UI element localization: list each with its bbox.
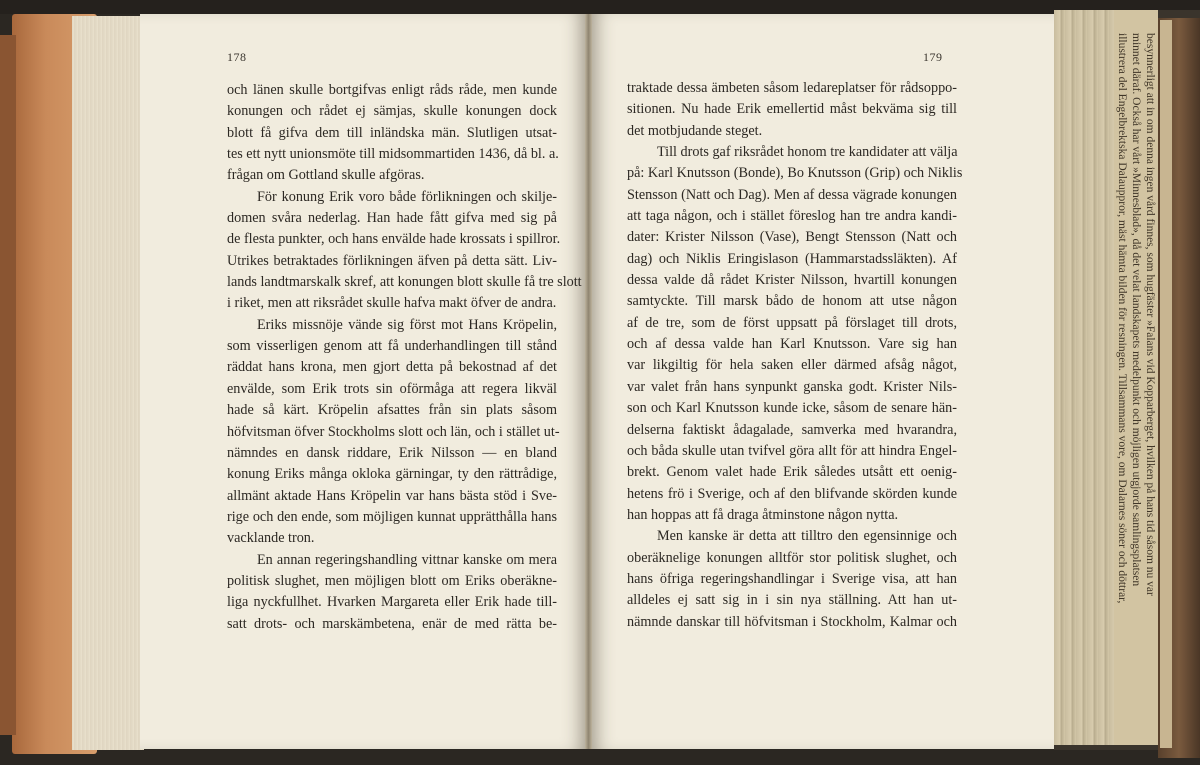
text-line: konung Eriks många okloka gärningar, ty den rättrådige, bbox=[227, 466, 557, 483]
book-cover-left-edge bbox=[0, 35, 16, 735]
background-top bbox=[0, 0, 1200, 14]
text-line: Utrikes betraktades förlikningen äfven på detta sätt. Liv- bbox=[227, 252, 557, 269]
text-line: hade så kärt. Kröpelin afsattes från sin plats såsom bbox=[227, 402, 557, 419]
text-line: traktade dessa ämbeten såsom ledareplatser för rådsoppo- bbox=[627, 80, 957, 96]
page-edges-right bbox=[1054, 10, 1116, 745]
text-line: oberäknelige konungen alltför stor politisk slughet, och bbox=[627, 549, 957, 566]
text-line: de flesta punkter, och hans envälde hade krossats i spillror. bbox=[227, 231, 561, 248]
text-line: liga nyckfullhet. Hvarken Margareta eller Erik hade till- bbox=[227, 594, 557, 611]
text-line: politisk slughet, men möjligen blott om Eriks oberäkne- bbox=[227, 572, 557, 589]
text-line: konungen och rådet ej sämjas, skulle konungen dock bbox=[227, 103, 557, 120]
right-page-text bbox=[627, 78, 963, 633]
text-line: Eriks missnöje vände sig först mot Hans Kröpelin, bbox=[257, 316, 557, 333]
text-line: allmänt aktade Hans Kröpelin var hans bästa stöd i Sve- bbox=[227, 487, 557, 504]
text-line: satt drots- och marskämbetena, enär de med rätta be- bbox=[227, 615, 557, 632]
text-line: Men kanske är detta att tilltro den egensinnige och bbox=[657, 528, 957, 545]
text-line: domen svåra nederlag. Han hade fått gifva med sig på bbox=[227, 210, 557, 227]
text-line: och af dessa valde han Karl Knutsson. Vare sig han bbox=[627, 336, 957, 353]
text-line: Stensson (Natt och Dag). Men af dessa vägrade konungen bbox=[627, 186, 957, 203]
text-line: vacklande tron. bbox=[227, 530, 315, 547]
text-line: att taga någon, och i stället föreslog han tre andra kandi- bbox=[627, 208, 957, 225]
book-gutter bbox=[585, 14, 592, 749]
text-line: och båda skulle utan tvifvel göra allt för att hindra Engel- bbox=[627, 442, 957, 459]
text-line: dater: Krister Nilsson (Vase), Bengt Stensson (Natt och bbox=[627, 229, 957, 246]
text-line: brekt. Genom valet hade Erik således utsått ett oenig- bbox=[627, 464, 957, 481]
text-line: räddat hans krona, men gjort detta på bekostnad af det bbox=[227, 359, 557, 376]
text-line: på: Karl Knutsson (Bonde), Bo Knutsson (Grip) och Niklis bbox=[627, 165, 963, 182]
page-edges-left bbox=[72, 16, 144, 750]
inserted-clipping bbox=[1114, 10, 1158, 745]
text-line: hans öfriga regeringshandlingar i Sverige visa, att han bbox=[627, 570, 957, 587]
left-page-text bbox=[227, 80, 582, 635]
book-cover-right-inner bbox=[1160, 20, 1172, 748]
text-line: samtyckte. Till marsk bådo de honom att utse någon bbox=[627, 293, 957, 310]
text-line: son och Karl Knutsson kunde icke, såsom de senare hän- bbox=[627, 400, 957, 417]
text-line: han hoppas att få draga åtminstone någon nytta. bbox=[627, 506, 899, 523]
right-page bbox=[592, 14, 1054, 749]
text-line: nämndes en dansk riddare, Erik Nilsson — en bland bbox=[227, 444, 557, 461]
text-line: blott få gifva dem till inländska män. Slutligen utsat- bbox=[227, 124, 557, 141]
clipping-text bbox=[1115, 33, 1157, 723]
page-number-right: 179 bbox=[923, 50, 943, 64]
text-line: lands landtmarskalk skref, att konungen blott skulle få tre slott bbox=[227, 274, 582, 291]
text-line: alldeles ej satt sig in i sin nya ställning. Att han ut- bbox=[627, 592, 957, 609]
text-line: det motbjudande steget. bbox=[627, 122, 763, 139]
text-line: nämnde danskar till höfvitsman i Stockholm, Kalmar och bbox=[627, 613, 957, 630]
text-line: i riket, men att riksrådet skulle hafva makt öfver de andra. bbox=[227, 295, 557, 312]
text-line: rige och den ende, som möjligen kunnat upprätthålla hans bbox=[227, 508, 557, 525]
left-page bbox=[140, 14, 585, 749]
clipping-line: illustrera del Engelbrektska Dalauppror, mäst hämta bilden för resningen. Tillsammans vore, om Dalarnes söner och döttrar, bbox=[1116, 32, 1128, 603]
text-line: envälde, som Erik trots sin oförmåga att regera likväl bbox=[227, 380, 557, 397]
text-line: höfvitsman öfver Stockholms slott och län, och i stället ut- bbox=[227, 423, 560, 440]
text-line: tes ett nytt unionsmöte till midsommartiden 1436, då bl. a. bbox=[227, 146, 559, 163]
text-line: sitionen. Nu hade Erik emellertid måst bekväma sig till bbox=[627, 101, 957, 118]
text-line: var likgiltig för hela saken eller därmed afsåg något, bbox=[627, 357, 957, 374]
text-line: dag) och Niklis Eringislason (Hammarstadssläkten). Af bbox=[627, 250, 957, 267]
text-line: hetens frö i Sverige, och af den blifvande skörden kunde bbox=[627, 485, 957, 502]
page-number-left: 178 bbox=[227, 50, 247, 64]
text-line: af de tre, som de först uppsatt på förslaget till drots, bbox=[627, 314, 957, 331]
text-line: Till drots gaf riksrådet honom tre kandidater att välja bbox=[657, 144, 958, 161]
text-line: var valet från hans synpunkt ganska godt. Krister Nils- bbox=[627, 378, 957, 395]
text-line: För konung Erik voro både förlikningen och skilje- bbox=[257, 188, 557, 205]
clipping-line: minnet däraf. Också har vårt »Minnesblad», då det velat landskapets medelpunkt och möjligen utgjorde samlingsplatsen bbox=[1130, 32, 1142, 586]
clipping-line: besynnerligt att in om denna ingen vård finnes, som hugfäster »Falans vid Kopparberget, hvilken på hans tid såsom nu var bbox=[1144, 32, 1156, 596]
text-line: och länen skulle bortgifvas enligt råds råde, men kunde bbox=[227, 82, 557, 98]
text-line: frågan om Gottland skulle afgöras. bbox=[227, 167, 425, 184]
text-line: som visserligen genom att få underhandlingen till stånd bbox=[227, 338, 557, 355]
text-line: En annan regeringshandling vittnar kanske om mera bbox=[257, 551, 557, 568]
text-line: delserna faktiskt ådagalade, samverka med hvarandra, bbox=[627, 421, 957, 438]
text-line: dessa valde då rådet Krister Nilsson, hvartill konungen bbox=[627, 272, 957, 289]
